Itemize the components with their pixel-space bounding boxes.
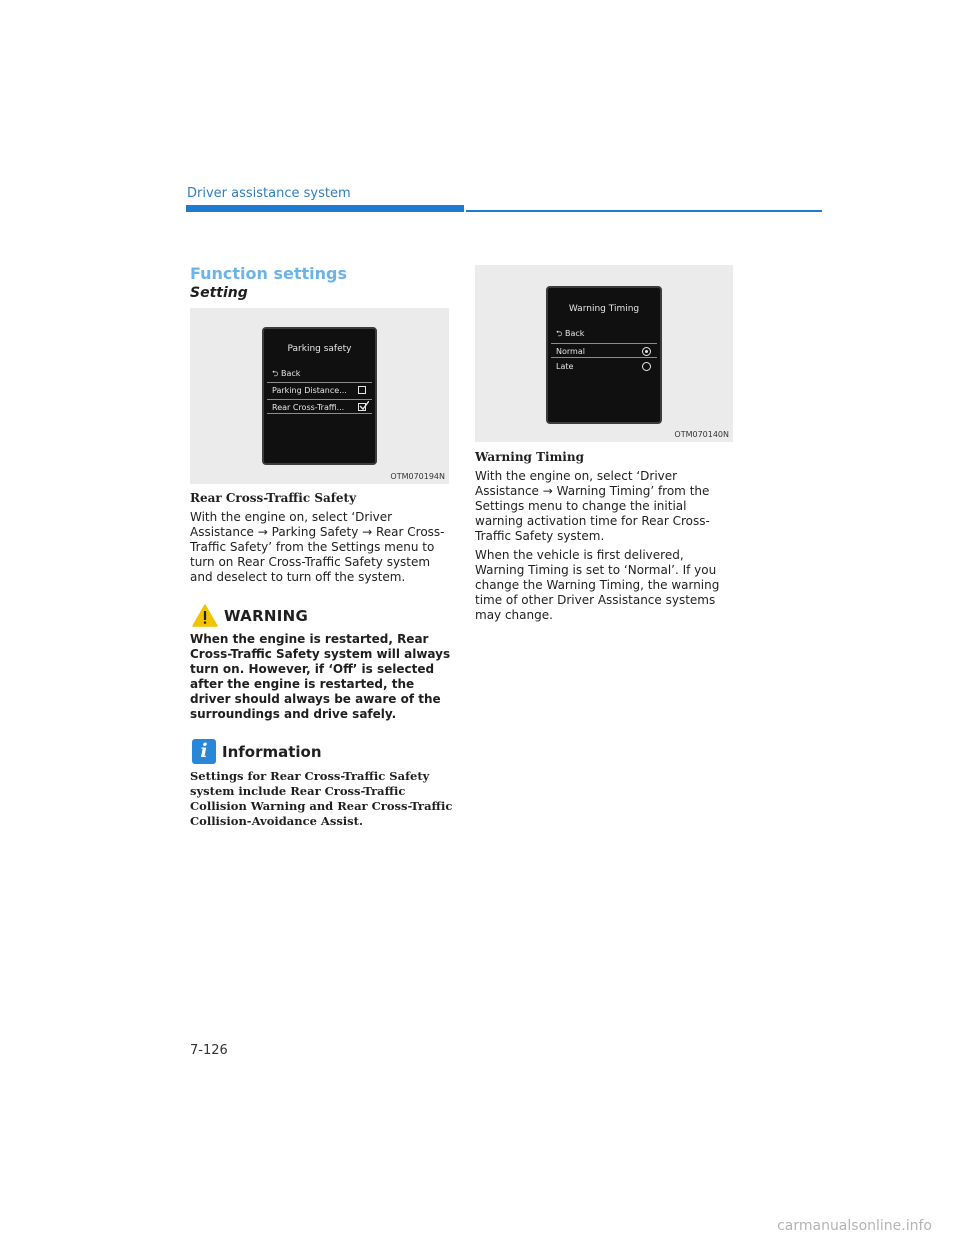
page-number: 7-126 <box>190 1043 228 1058</box>
section-subtitle: Setting <box>190 285 248 301</box>
warning-heading <box>192 604 308 627</box>
warning-timing-body-2: When the vehicle is first delivered, Warning Timing is set to ‘Normal’. If you change the Warning Timing, the warning time of other Driver Assistance systems may change. <box>475 548 720 622</box>
warning-icon <box>192 604 218 627</box>
cluster-screen-parking-safety <box>262 327 377 465</box>
warning-timing-body-1: With the engine on, select ‘Driver Assistance → Warning Timing’ from the Settings menu to change the initial warning activation time for Rear Cross-Traffic Safety system. <box>475 469 710 543</box>
header-rule-thick <box>186 205 464 212</box>
checkbox-icon <box>358 386 366 394</box>
rear-cross-title: Rear Cross-Traffic Safety <box>190 491 357 505</box>
screen-row-rear-cross <box>267 399 372 414</box>
radio-selected-icon <box>642 347 651 356</box>
screen-row-label: Late <box>556 362 574 371</box>
screen-row-label: Rear Cross-Traffi... <box>272 403 345 412</box>
radio-icon <box>642 362 651 371</box>
screen-row-normal <box>551 343 657 358</box>
screen-row-parking-distance <box>267 382 372 397</box>
rear-cross-body: With the engine on, select ‘Driver Assistance → Parking Safety → Rear Cross-Traffic Safety’ from the Settings menu to turn on Rear Cross-Traffic Safety system and deselect to turn off the system. <box>190 510 445 584</box>
watermark: carmanualsonline.info <box>777 1218 932 1234</box>
screen-title: Warning Timing <box>568 304 640 314</box>
warning-label: WARNING <box>224 606 309 625</box>
info-icon: i <box>192 739 216 764</box>
screen-back-item: ⮌ Back <box>272 369 301 378</box>
figure-warning-timing <box>475 265 733 442</box>
information-heading <box>192 739 322 764</box>
warning-timing-title: Warning Timing <box>475 450 584 464</box>
screen-row-label: Normal <box>556 347 585 356</box>
figure-parking-safety <box>190 308 449 484</box>
information-label: Information <box>222 742 322 761</box>
cluster-screen-warning-timing <box>546 286 662 424</box>
figure-code: OTM070194N <box>390 472 445 481</box>
checkbox-checked-icon <box>358 403 366 411</box>
warning-text: When the engine is restarted, Rear Cross-Traffic Safety system will always turn on. However, if ‘Off’ is selected after the engine is restarted, the driver should always be aware of the surroundings and drive safely. <box>190 632 451 721</box>
screen-row-late <box>551 359 657 374</box>
information-text: Settings for Rear Cross-Traffic Safety system include Rear Cross-Traffic Collision Warning and Rear Cross-Traffic Collision-Avoidance Assist. <box>190 769 453 828</box>
figure-code: OTM070140N <box>674 430 729 439</box>
screen-title: Parking safety <box>287 344 352 354</box>
section-title: Function settings <box>190 264 348 283</box>
header-title: Driver assistance system <box>187 186 351 201</box>
header-rule-thin <box>466 210 822 212</box>
screen-row-label: Parking Distance... <box>272 386 347 395</box>
screen-back-item: ⮌ Back <box>556 329 585 338</box>
